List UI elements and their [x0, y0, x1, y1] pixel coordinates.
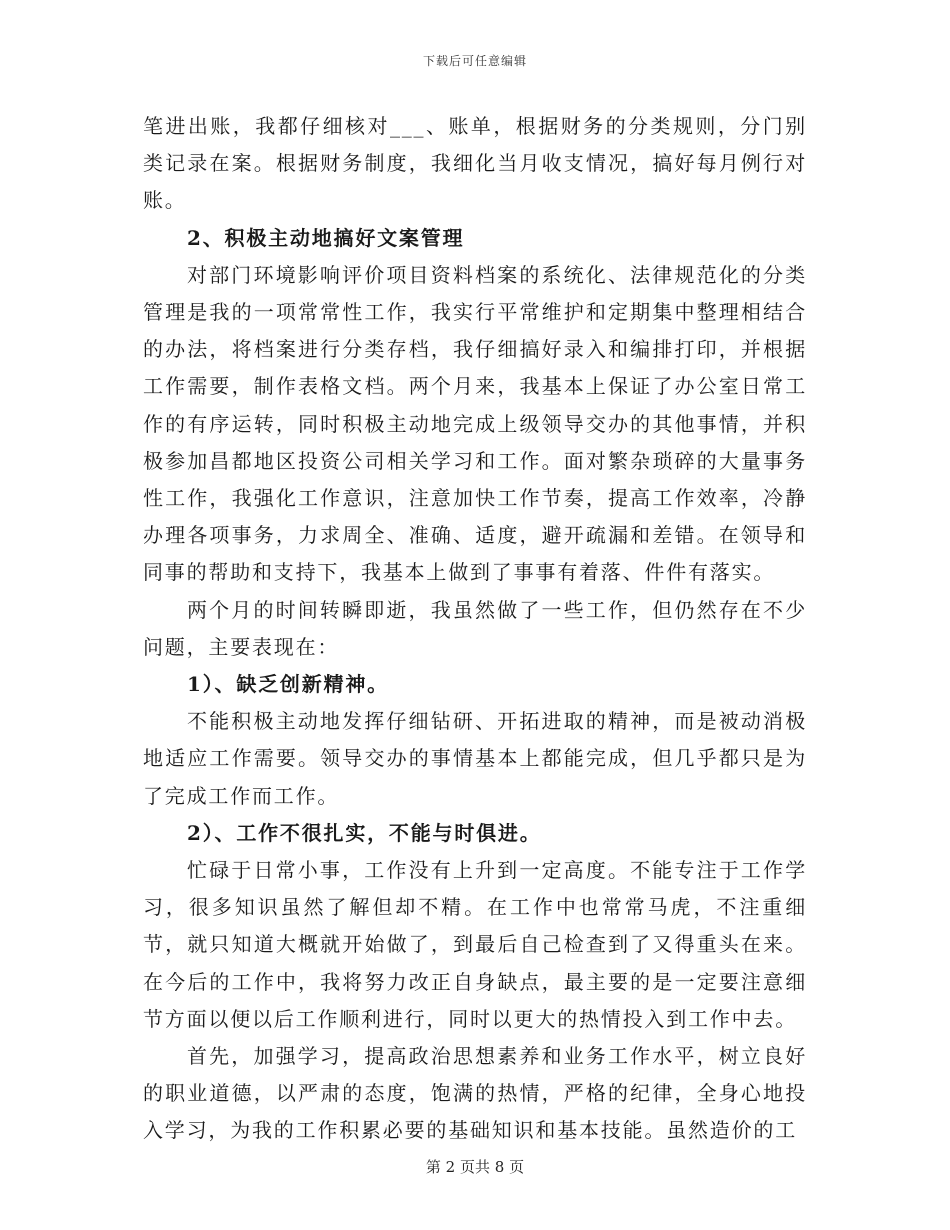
paragraph-lack-innovation: 不能积极主动地发挥仔细钻研、开拓进取的精神，而是被动消极地适应工作需要。领导交办的事情基本上都能完成，但几乎都只是为了完成工作而工作。: [143, 709, 807, 808]
paragraph-problems-intro: 两个月的时间转瞬即逝，我虽然做了一些工作，但仍然存在不少问题，主要表现在：: [143, 597, 807, 659]
paragraph-strengthen-learning: 首先，加强学习，提高政治思想素养和业务工作水平，树立良好的职业道德，以严肃的态度，饱满的热情，严格的纪律，全身心地投入学习，为我的工作积累必要的基础知识和基本技能。虽然造价的工: [143, 1044, 807, 1143]
section-heading-document-management: 2、积极主动地搞好文案管理: [187, 225, 465, 250]
page-header-note: 下载后可任意编辑: [422, 54, 527, 68]
section-heading-not-solid: 2）、工作不很扎实，不能与时俱进。: [187, 820, 542, 845]
paragraph-archive-management: 对部门环境影响评价项目资料档案的系统化、法律规范化的分类管理是我的一项常常性工作，我实行平常维护和定期集中整理相结合的办法，将档案进行分类存档，我仔细搞好录入和编排打印，并根据工作需要，制作表格文档。两个月来，我基本上保证了办公室日常工作的有序运转，同时积极主动地完成上级领导交办的其他事情，并积极参加昌都地区投资公司相关学习和工作。面对繁杂琐碎的大量事务性工作，我强化工作意识，注意加快工作节奏，提高工作效率，冷静办理各项事务，力求周全、准确、适度，避开疏漏和差错。在领导和同事的帮助和支持下，我基本上做到了事事有着落、件件有落实。: [143, 262, 807, 585]
page-number-footer: 第 2 页共 8 页: [425, 1158, 525, 1176]
section-heading-lack-innovation: 1）、缺乏创新精神。: [187, 672, 389, 697]
document-body: [143, 108, 807, 1150]
paragraph-accounting-continued: 笔进出账，我都仔细核对___、账单，根据财务的分类规则，分门别类记录在案。根据财务制度，我细化当月收支情况，搞好每月例行对账。: [143, 114, 807, 213]
paragraph-not-solid: 忙碌于日常小事，工作没有上升到一定高度。不能专注于工作学习，很多知识虽然了解但却不精。在工作中也常常马虎，不注重细节，就只知道大概就开始做了，到最后自己检查到了又得重头在来。在今后的工作中，我将努力改正自身缺点，最主要的是一定要注意细节方面以便以后工作顺利进行，同时以更大的热情投入到工作中去。: [143, 858, 807, 1031]
